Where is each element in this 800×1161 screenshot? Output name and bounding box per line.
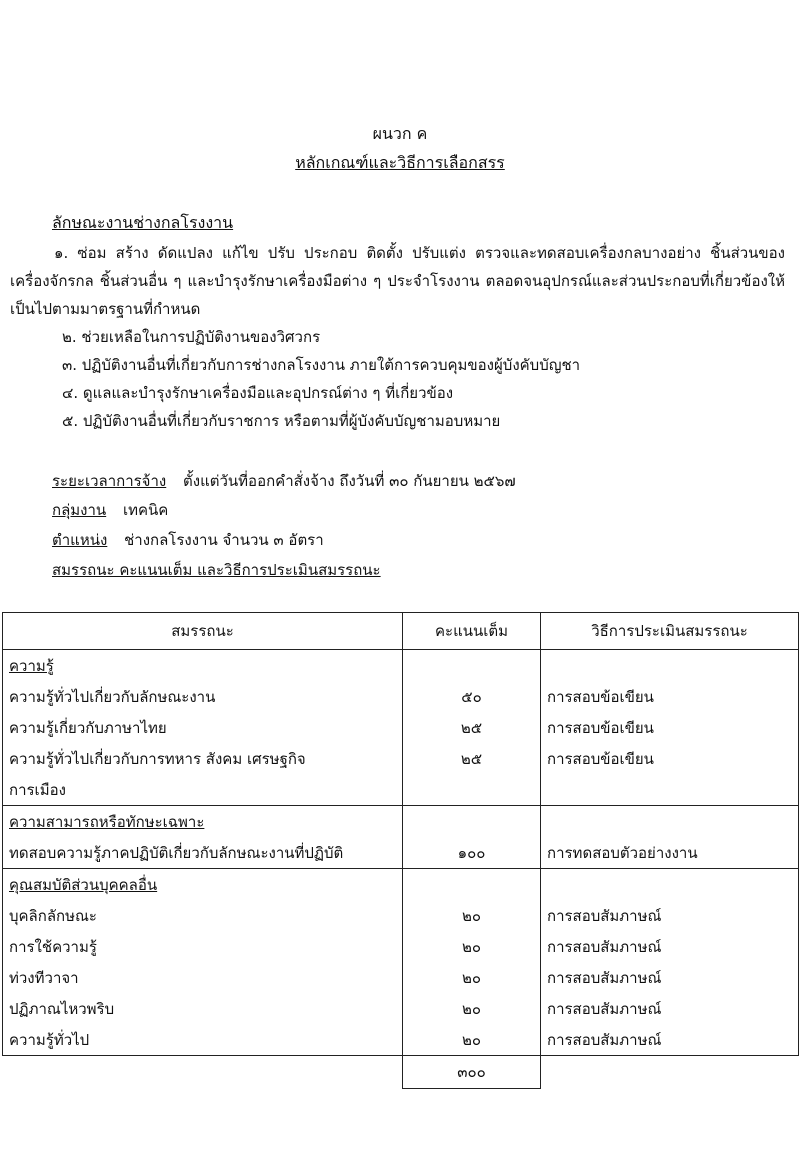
table-row <box>3 962 799 993</box>
work-group <box>52 498 168 522</box>
competency-name: ความรู้ทั่วไป <box>3 1024 403 1056</box>
competency-score: ๒๕ <box>403 712 541 743</box>
duty-item-2: ๒. ช่วยเหลือในการปฏิบัติงานของวิศวกร <box>62 328 321 346</box>
group-title: ความรู้ <box>3 650 403 682</box>
header-full-score: คะแนนเต็ม <box>403 613 541 650</box>
table-row <box>3 743 799 774</box>
competency-name: การเมือง <box>3 774 403 806</box>
position <box>52 528 324 552</box>
group-title: คุณสมบัติส่วนบุคคลอื่น <box>3 869 403 901</box>
employment-period-label: ระยะเวลาการจ้าง <box>52 472 167 490</box>
assessment-method <box>541 774 799 806</box>
competency-name: ท่วงทีวาจา <box>3 962 403 993</box>
table-row <box>3 900 799 931</box>
table-row <box>3 931 799 962</box>
table-header-row <box>3 613 799 650</box>
employment-period <box>52 469 516 493</box>
table-row <box>3 837 799 869</box>
assessment-method: การสอบสัมภาษณ์ <box>541 962 799 993</box>
competency-name: ความรู้เกี่ยวกับภาษาไทย <box>3 712 403 743</box>
table-row <box>3 1024 799 1056</box>
document-title-text: หลักเกณฑ์และวิธีการเลือกสรร <box>295 153 505 172</box>
assessment-method: การสอบสัมภาษณ์ <box>541 900 799 931</box>
total-score: ๓๐๐ <box>403 1056 541 1089</box>
table-row <box>3 712 799 743</box>
competency-name: ความรู้ทั่วไปเกี่ยวกับลักษณะงาน <box>3 681 403 712</box>
header-competency: สมรรถนะ <box>3 613 403 650</box>
duty-list <box>10 239 785 435</box>
total-row <box>3 1056 799 1089</box>
position-label: ตำแหน่ง <box>52 531 108 549</box>
assessment-method: การสอบสัมภาษณ์ <box>541 993 799 1024</box>
competency-table <box>2 612 799 1089</box>
group-row-knowledge <box>3 650 799 682</box>
competency-score: ๒๐ <box>403 931 541 962</box>
position-value: ช่างกลโรงงาน จำนวน ๓ อัตรา <box>124 531 324 549</box>
annex-label: ผนวก ค <box>372 124 428 143</box>
competency-name: ทดสอบความรู้ภาคปฏิบัติเกี่ยวกับลักษณะงานที่ปฏิบัติ <box>3 837 403 869</box>
document-title <box>0 151 800 176</box>
competency-name: บุคลิกลักษณะ <box>3 900 403 931</box>
competency-name: การใช้ความรู้ <box>3 931 403 962</box>
competency-score: ๒๐ <box>403 993 541 1024</box>
assessment-method: การสอบข้อเขียน <box>541 743 799 774</box>
competency-score: ๒๐ <box>403 1024 541 1056</box>
competency-score: ๒๐ <box>403 962 541 993</box>
assessment-method: การสอบข้อเขียน <box>541 681 799 712</box>
table-row <box>3 993 799 1024</box>
work-group-label: กลุ่มงาน <box>52 501 107 519</box>
duty-item-3: ๓. ปฏิบัติงานอื่นที่เกี่ยวกับการช่างกลโรงงาน ภายใต้การควบคุมของผู้บังคับบัญชา <box>62 356 581 374</box>
work-group-value: เทคนิค <box>122 501 169 519</box>
table-row <box>3 681 799 712</box>
header-method: วิธีการประเมินสมรรถนะ <box>541 613 799 650</box>
job-description-heading: ลักษณะงานช่างกลโรงงาน <box>52 213 234 232</box>
employment-period-value: ตั้งแต่วันที่ออกคำสั่งจ้าง ถึงวันที่ ๓๐ กันยายน ๒๕๖๗ <box>183 472 516 490</box>
duty-item-5: ๕. ปฏิบัติงานอื่นที่เกี่ยวกับราชการ หรือตามที่ผู้บังคับบัญชามอบหมาย <box>62 412 501 430</box>
duty-item-4: ๔. ดูแลและบำรุงรักษาเครื่องมือและอุปกรณ์ต่าง ๆ ที่เกี่ยวข้อง <box>62 384 454 402</box>
table-row <box>3 774 799 806</box>
assessment-method: การสอบสัมภาษณ์ <box>541 1024 799 1056</box>
competency-name: ปฏิภาณไหวพริบ <box>3 993 403 1024</box>
duty-item-1: ๑. ซ่อม สร้าง ดัดแปลง แก้ไข ปรับ ประกอบ ติดตั้ง ปรับแต่ง ตรวจและทดสอบเครื่องกลบางอย่าง ชิ้นส่วนของเครื่องจักรกล ชิ้นส่วนอื่น ๆ และบำรุงรักษาเครื่องมือต่าง ๆ ประจำโรงงาน ตลอดจนอุปกรณ์และส่วนประกอบที่เกี่ยวข้องให้เป็นไปตามมาตรฐานที่กำหนด <box>10 244 785 318</box>
assessment-method: การทดสอบตัวอย่างงาน <box>541 837 799 869</box>
competency-score: ๑๐๐ <box>403 837 541 869</box>
group-title: ความสามารถหรือทักษะเฉพาะ <box>3 806 403 838</box>
competency-heading: สมรรถนะ คะแนนเต็ม และวิธีการประเมินสมรรถนะ <box>52 561 381 579</box>
competency-score: ๕๐ <box>403 681 541 712</box>
group-row-personal <box>3 869 799 901</box>
competency-score: ๒๐ <box>403 900 541 931</box>
competency-name: ความรู้ทั่วไปเกี่ยวกับการทหาร สังคม เศรษฐกิจ <box>3 743 403 774</box>
competency-score <box>403 774 541 806</box>
competency-score: ๒๕ <box>403 743 541 774</box>
assessment-method: การสอบข้อเขียน <box>541 712 799 743</box>
group-row-skills <box>3 806 799 838</box>
assessment-method: การสอบสัมภาษณ์ <box>541 931 799 962</box>
